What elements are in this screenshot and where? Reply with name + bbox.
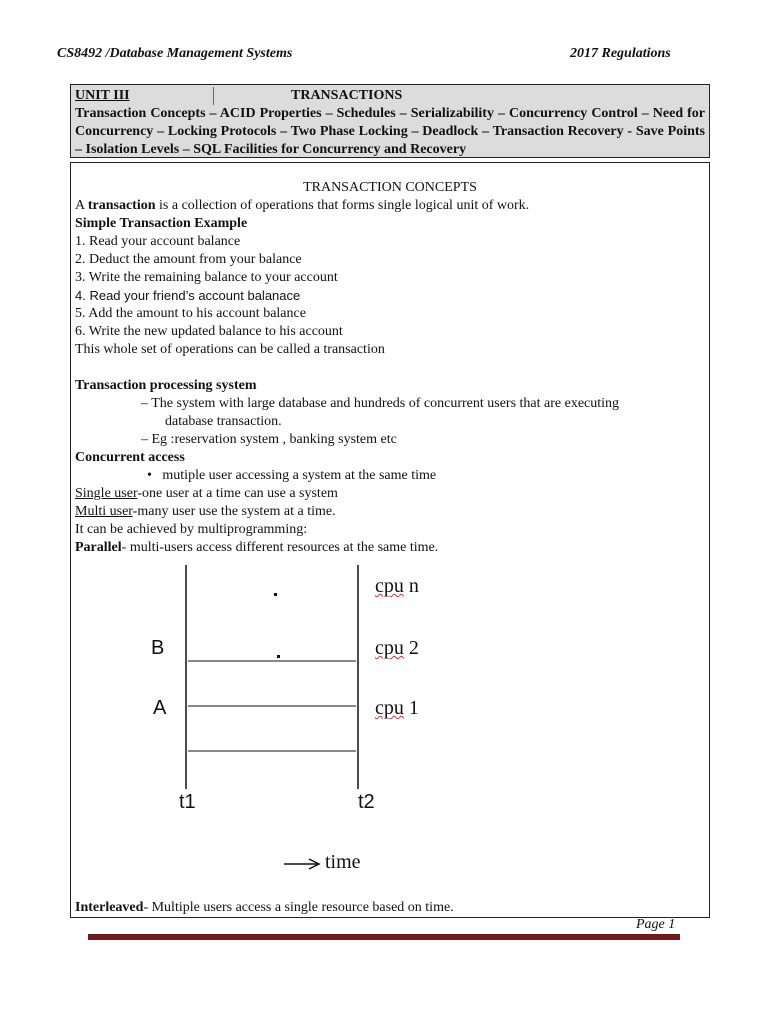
definition-prefix: A <box>75 198 88 213</box>
tps-description: – The system with large database and hundreds of concurrent users that are executing <box>141 396 620 411</box>
example-step: 1. Read your account balance <box>75 234 241 249</box>
example-step: 6. Write the new updated balance to his account <box>75 324 343 339</box>
definition-rest: is a collection of operations that forms single logical unit of work. <box>155 198 530 213</box>
example-step: 5. Add the amount to his account balance <box>75 306 306 321</box>
t1-label: t1 <box>179 791 196 813</box>
example-step: 2. Deduct the amount from your balance <box>75 252 302 267</box>
unit-label: UNIT III <box>75 88 130 103</box>
interleaved-text: - Multiple users access a single resource based on time. <box>143 900 454 915</box>
t2-label: t2 <box>358 791 375 813</box>
content-box <box>70 162 710 918</box>
definition-term: transaction <box>87 198 156 213</box>
example-step: 4. Read your friend’s account balanace <box>75 288 301 303</box>
cpu-n-suffix: n <box>403 575 419 597</box>
parallel-text: - multi-users access different resources at the same time. <box>121 540 439 555</box>
single-user-term: Single user <box>75 486 138 501</box>
ellipsis-dot-top <box>274 593 277 596</box>
cpu-n-label <box>375 577 419 595</box>
parallel-term: Parallel <box>75 540 122 555</box>
cpu-1-suffix: 1 <box>403 697 419 719</box>
unit-summary-box <box>70 84 710 158</box>
cpu-1-word: cpu <box>375 697 404 719</box>
concurrent-heading: Concurrent access <box>75 450 185 465</box>
unit-heading-row <box>75 87 705 105</box>
document-course-title: CS8492 /Database Management Systems <box>57 46 293 61</box>
single-user-text: -one user at a time can use a system <box>137 486 338 501</box>
whole-set-text: This whole set of operations can be called a transaction <box>75 342 385 357</box>
example-step: 3. Write the remaining balance to your account <box>75 270 338 285</box>
cpu-2-suffix: 2 <box>403 637 419 659</box>
cpu-2-word: cpu <box>375 637 404 659</box>
bullet-text: mutiple user accessing a system at the same time <box>162 468 437 483</box>
multi-user-text: -many user use the system at a time. <box>132 504 336 519</box>
cpu-n-word: cpu <box>375 575 404 597</box>
label-b: B <box>151 637 165 659</box>
section-title: TRANSACTION CONCEPTS <box>303 180 477 195</box>
tps-heading: Transaction processing system <box>75 378 257 393</box>
bullet-icon: • <box>147 468 163 483</box>
tps-example: – Eg :reservation system , banking system etc <box>141 432 397 447</box>
label-a: A <box>153 697 167 719</box>
parallel-diagram <box>71 561 711 891</box>
interleaved-term: Interleaved <box>75 900 144 915</box>
single-user-line <box>75 485 705 503</box>
content-body <box>75 179 705 557</box>
cpu-1-label <box>375 699 419 717</box>
transaction-definition <box>75 197 705 215</box>
diagram-lines <box>71 561 711 891</box>
concurrent-bullet <box>75 467 705 485</box>
multi-user-term: Multi user <box>75 504 133 519</box>
tps-description-cont: database transaction. <box>165 414 282 429</box>
time-label: time <box>325 851 361 873</box>
unit-divider <box>213 87 214 105</box>
multi-user-line <box>75 503 705 521</box>
cpu-2-label <box>375 639 419 657</box>
page-number: Page 1 <box>636 917 676 932</box>
parallel-line <box>75 539 705 557</box>
document-regulations: 2017 Regulations <box>570 46 671 61</box>
footer-divider <box>88 934 680 940</box>
example-heading: Simple Transaction Example <box>75 216 248 231</box>
unit-topics: Transaction Concepts – ACID Properties – Schedules – Serializability – Concurrency Control – Need for Concurrency – Locking Protocols – Two Phase Locking – Deadlock – Transaction Recovery - Save Points – Isolation Levels – SQL Facilities for Concurrency and Recovery <box>75 106 705 157</box>
multiprogramming-line: It can be achieved by multiprogramming: <box>75 522 308 537</box>
interleaved-line <box>75 899 454 917</box>
unit-title: TRANSACTIONS <box>291 88 403 103</box>
ellipsis-dot-middle <box>277 655 280 658</box>
